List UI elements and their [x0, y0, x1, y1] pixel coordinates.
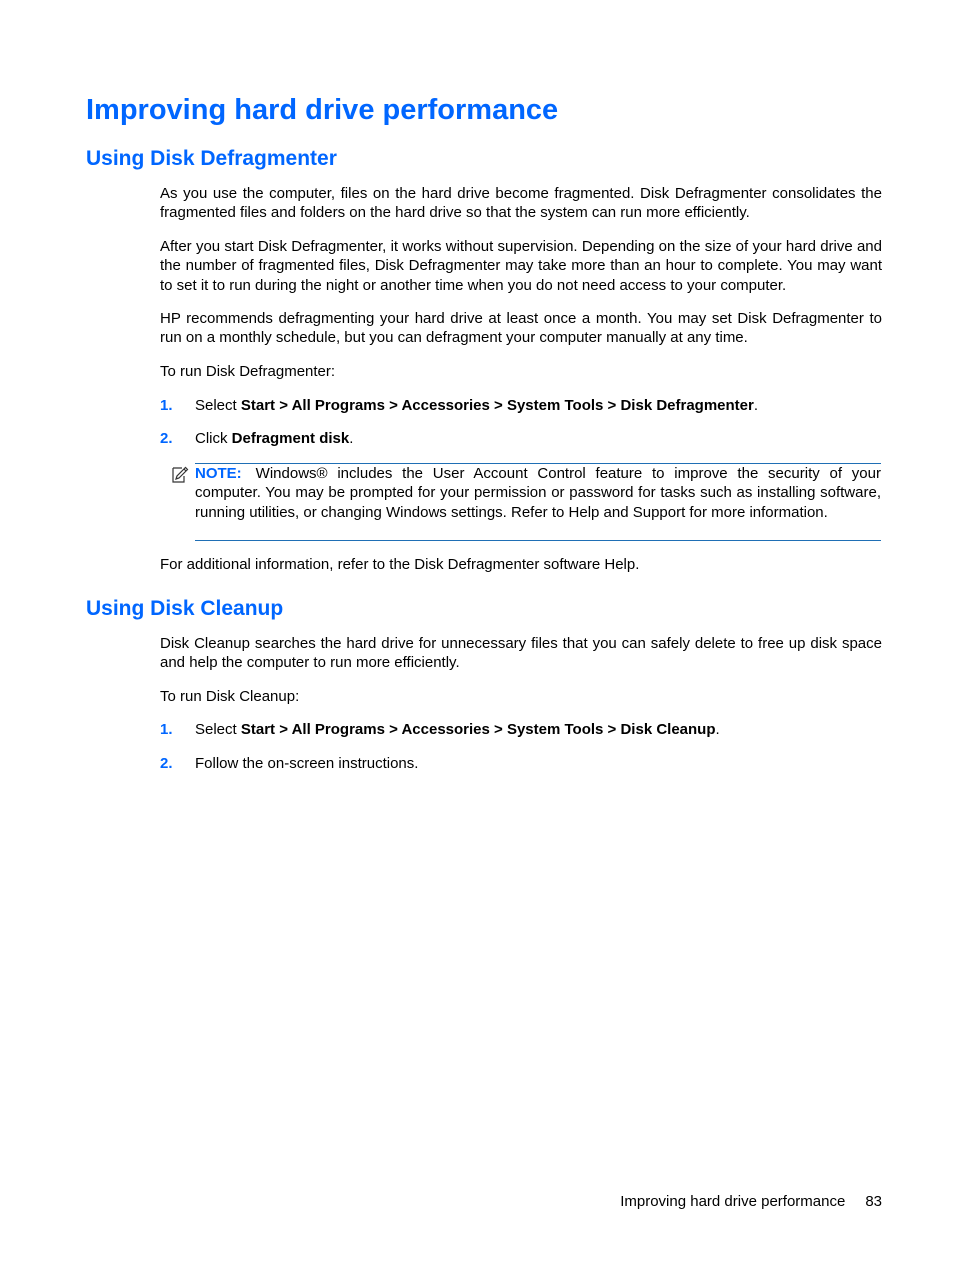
footer-section-title: Improving hard drive performance: [620, 1193, 846, 1210]
cleanup-paragraph-1: Disk Cleanup searches the hard drive for unnecessary files that you can safely delete to free up disk space and help the computer to run more efficiently.: [160, 635, 882, 672]
command-name: Defragment disk: [231, 430, 350, 447]
step-number: 1.: [160, 721, 173, 738]
section-heading-cleanup: Using Disk Cleanup: [86, 597, 284, 620]
defrag-paragraph-1: As you use the computer, files on the hard drive become fragmented. Disk Defragmenter consolidates the fragmented files and folders on the hard drive so that the system can run more efficiently.: [160, 185, 882, 222]
note-label: NOTE:: [195, 465, 242, 482]
defrag-additional-info: For additional information, refer to the Disk Defragmenter software Help.: [160, 556, 640, 573]
note-text: NOTE: Windows® includes the User Account Control feature to improve the security of your computer. You may be prompted for your permission or password for tasks such as installing software, running utilities, or changing Windows settings. Refer to Help and Support for more information.: [195, 465, 881, 521]
step-text: Click Defragment disk.: [195, 430, 354, 447]
step-number: 1.: [160, 397, 173, 414]
defrag-intro: To run Disk Defragmenter:: [160, 363, 336, 380]
note-pencil-icon: [170, 465, 190, 485]
defrag-paragraph-3: HP recommends defragmenting your hard drive at least once a month. You may set Disk Defragmenter to run on a monthly schedule, but you can defragment your computer manually at any time.: [160, 310, 882, 347]
step-text: Select Start > All Programs > Accessories > System Tools > Disk Cleanup.: [195, 721, 720, 738]
step-text: Select Start > All Programs > Accessories > System Tools > Disk Defragmenter.: [195, 397, 759, 414]
defrag-paragraph-2: After you start Disk Defragmenter, it works without supervision. Depending on the size of your hard drive and the number of fragmented files, Disk Defragmenter may take more than an hour to complete. You may want to set it to run during the night or another time when you do not need access to your computer.: [160, 238, 882, 294]
page-footer: [620, 1192, 882, 1212]
note-box: [195, 463, 881, 541]
menu-path: Start > All Programs > Accessories > System Tools > Disk Cleanup: [240, 721, 716, 738]
menu-path: Start > All Programs > Accessories > System Tools > Disk Defragmenter: [240, 397, 754, 414]
step-number: 2.: [160, 755, 173, 772]
section-heading-defragmenter: Using Disk Defragmenter: [86, 147, 337, 170]
step-text: Follow the on-screen instructions.: [195, 755, 419, 772]
page-title: Improving hard drive performance: [86, 94, 559, 126]
step-number: 2.: [160, 430, 173, 447]
cleanup-intro: To run Disk Cleanup:: [160, 688, 300, 705]
page-number: 83: [865, 1193, 882, 1210]
